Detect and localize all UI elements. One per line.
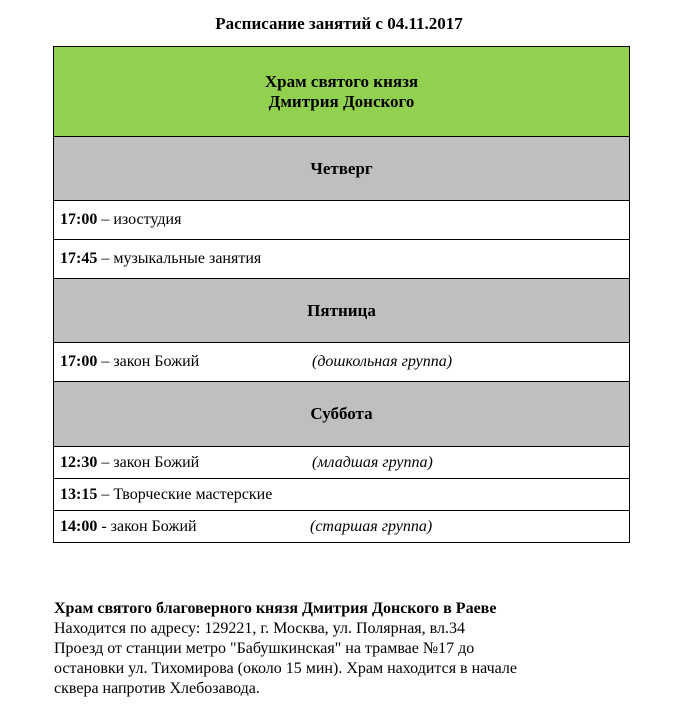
- lesson-group: (дошкольная группа): [312, 353, 453, 370]
- lesson-time: 17:00: [60, 211, 98, 228]
- day-label-friday: Пятница: [54, 279, 630, 343]
- lesson-group: (старшая группа): [310, 517, 433, 535]
- temple-name-line-1: Храм святого князя: [264, 71, 419, 91]
- info-title: Храм святого благоверного князя Дмитрия Донского в Раеве: [54, 600, 497, 617]
- day-row-saturday: [54, 382, 630, 447]
- day-label-thursday: Четверг: [54, 137, 630, 201]
- day-label-saturday: Суббота: [54, 382, 630, 447]
- lesson-row: [54, 343, 630, 382]
- lesson-text: - закон Божий: [97, 517, 197, 535]
- temple-info: [54, 599, 654, 699]
- schedule-table: [53, 46, 630, 543]
- lesson-row: [54, 201, 630, 240]
- lesson-cell: [54, 343, 630, 382]
- lesson-cell: [54, 447, 630, 479]
- lesson-cell: [54, 511, 630, 543]
- temple-header-row: [54, 47, 630, 137]
- temple-header-cell: [54, 47, 630, 137]
- lesson-row: [54, 240, 630, 279]
- lesson-time: 12:30: [60, 453, 98, 471]
- day-row-friday: [54, 279, 630, 343]
- page-title: Расписание занятий с 04.11.2017: [215, 14, 463, 33]
- lesson-time: 17:45: [60, 250, 98, 267]
- lesson-time: 13:15: [60, 485, 98, 503]
- lesson-row: [54, 447, 630, 479]
- lesson-text: – изостудия: [97, 211, 182, 228]
- info-address: Находится по адресу: 129221, г. Москва, ул. Полярная, вл.34: [54, 620, 465, 637]
- lesson-cell: [54, 240, 630, 279]
- lesson-group: (младшая группа): [312, 453, 433, 471]
- temple-name-line-2: Дмитрия Донского: [268, 91, 415, 111]
- lesson-text: – закон Божий: [97, 353, 200, 370]
- info-directions-line-1: Проезд от станции метро "Бабушкинская" на трамвае №17 до: [54, 640, 475, 657]
- lesson-text: – музыкальные занятия: [97, 250, 262, 267]
- lesson-time: 14:00: [60, 517, 98, 535]
- info-directions-line-3: сквера напротив Хлебозавода.: [54, 680, 260, 697]
- lesson-cell: [54, 479, 630, 511]
- lesson-text: – Творческие мастерские: [97, 485, 273, 503]
- lesson-row: [54, 479, 630, 511]
- lesson-time: 17:00: [60, 353, 98, 370]
- lesson-text: – закон Божий: [97, 453, 200, 471]
- lesson-cell: [54, 201, 630, 240]
- day-row-thursday: [54, 137, 630, 201]
- info-directions-line-2: остановки ул. Тихомирова (около 15 мин). Храм находится в начале: [54, 660, 517, 677]
- lesson-row: [54, 511, 630, 543]
